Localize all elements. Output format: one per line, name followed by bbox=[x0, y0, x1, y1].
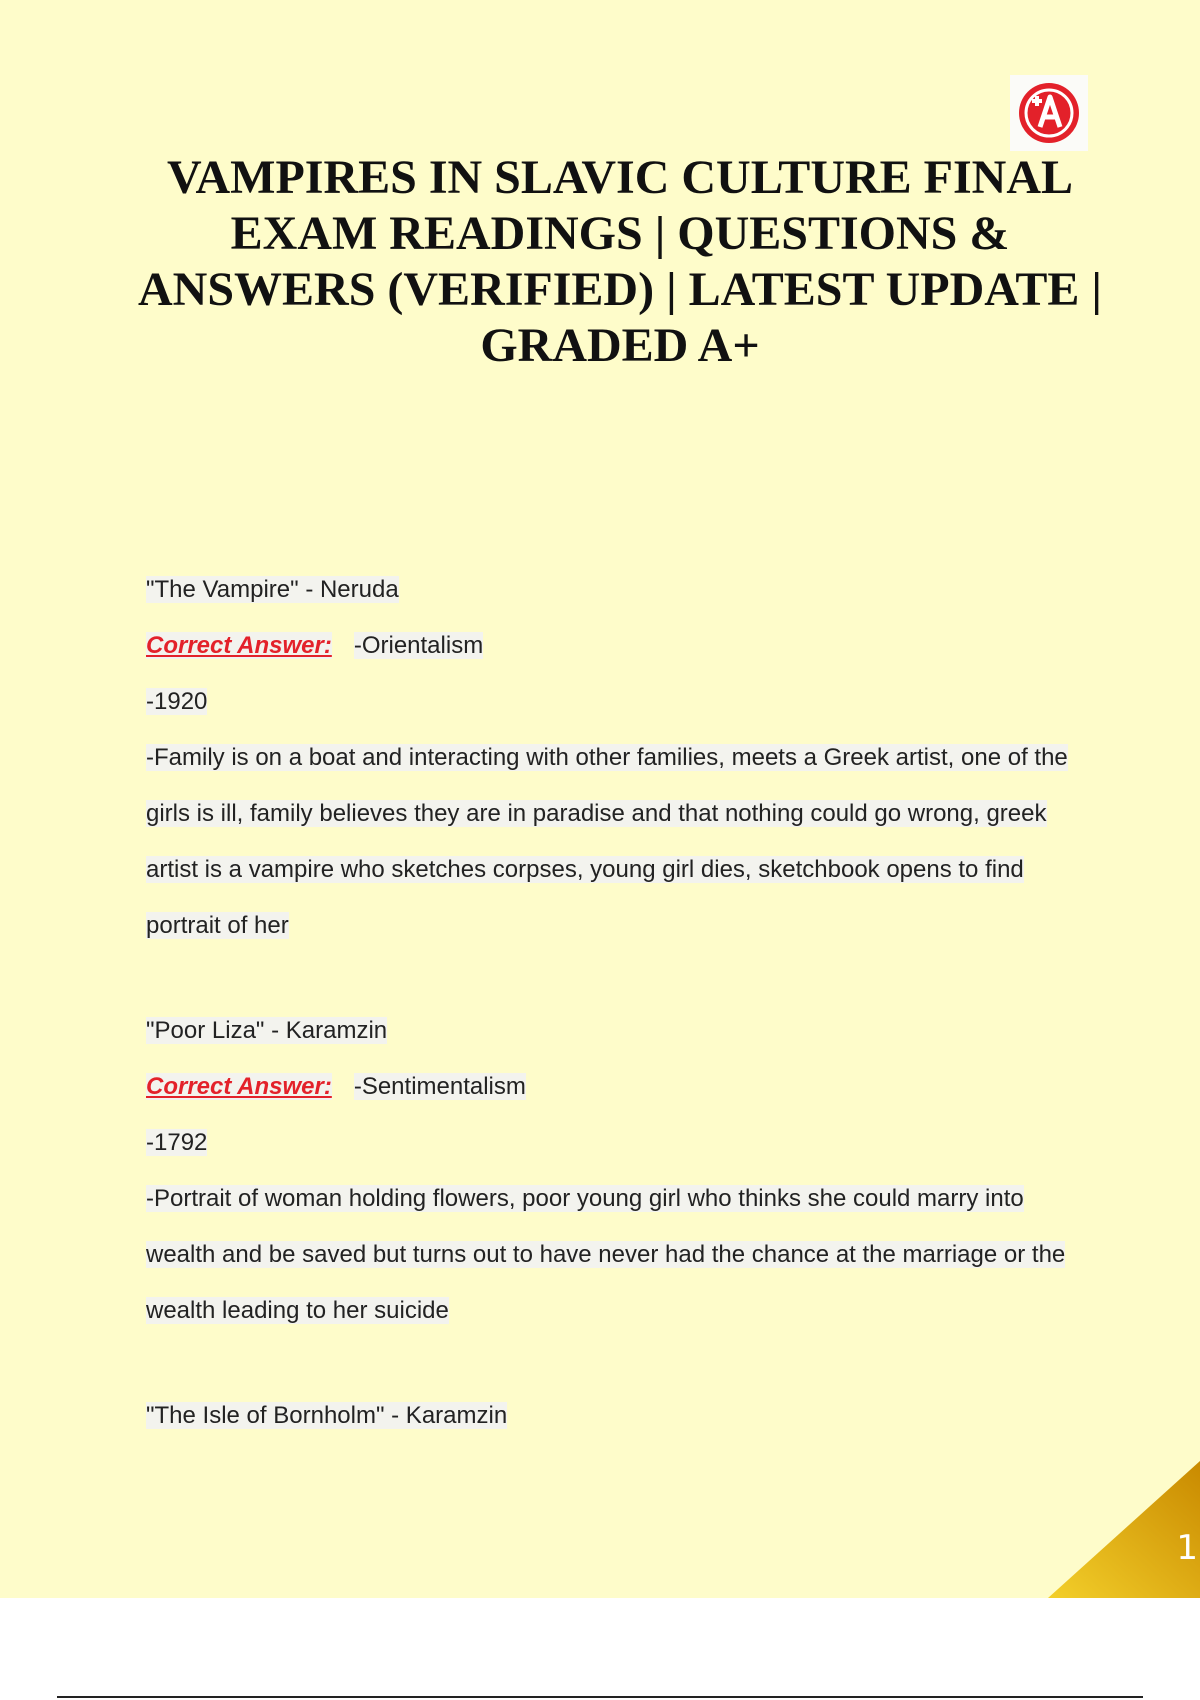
question-text: "The Vampire" - Neruda bbox=[146, 576, 399, 603]
answer-line: -Portrait of woman holding flowers, poor young girl who thinks she could marry into bbox=[146, 1185, 1024, 1212]
answer-line: wealth leading to her suicide bbox=[146, 1297, 449, 1324]
page-number: 1 bbox=[1176, 1528, 1198, 1568]
qa-list bbox=[146, 562, 1086, 1493]
answer-line: girls is ill, family believes they are in paradise and that nothing could go wrong, greek bbox=[146, 800, 1047, 827]
a-plus-badge-icon bbox=[1010, 75, 1088, 151]
qa-item bbox=[146, 1388, 1086, 1444]
footer-divider bbox=[57, 1696, 1143, 1698]
answer-line: artist is a vampire who sketches corpses, young girl dies, sketchbook opens to find bbox=[146, 856, 1024, 883]
answer-line: -1792 bbox=[146, 1129, 208, 1156]
question-text: "The Isle of Bornholm" - Karamzin bbox=[146, 1402, 508, 1429]
document-title: VAMPIRES IN SLAVIC CULTURE FINAL EXAM READINGS | QUESTIONS & ANSWERS (VERIFIED) | LATEST UPDATE | GRADED A+ bbox=[138, 151, 1102, 372]
qa-item bbox=[146, 1003, 1086, 1339]
answer-text: -Orientalism bbox=[353, 632, 484, 659]
question-text: "Poor Liza" - Karamzin bbox=[146, 1017, 388, 1044]
correct-answer-label: Correct Answer: bbox=[146, 632, 332, 659]
qa-item bbox=[146, 562, 1086, 954]
answer-text: -Sentimentalism bbox=[353, 1073, 526, 1100]
answer-line: wealth and be saved but turns out to have never had the chance at the marriage or the bbox=[146, 1241, 1066, 1268]
answer-line: -1920 bbox=[146, 688, 208, 715]
correct-answer-label: Correct Answer: bbox=[146, 1073, 332, 1100]
answer-line: portrait of her bbox=[146, 912, 289, 939]
answer-line: -Family is on a boat and interacting with other families, meets a Greek artist, one of the bbox=[146, 744, 1068, 771]
